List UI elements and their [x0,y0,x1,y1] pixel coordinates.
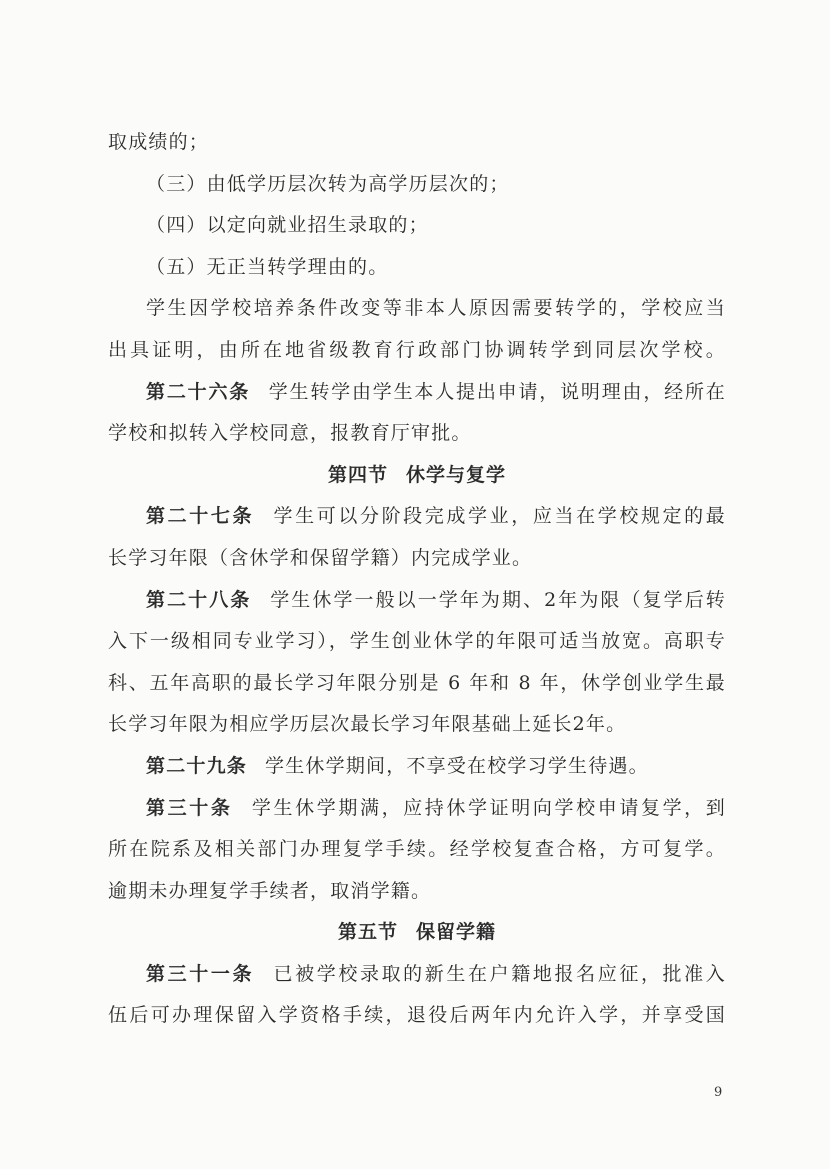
paragraph-line: 长学习年限（含休学和保留学籍）内完成学业。 [108,546,533,569]
article-line [108,788,726,830]
paragraph-line: 长学习年限为相应学历层次最长学习年限基础上延长2年。 [108,713,627,736]
section-heading [108,455,726,497]
article-label: 第三十一条 [146,962,255,985]
article-text: 学生转学由学生本人提出申请，说明理由，经所在 [268,380,726,403]
article-text: 学生休学期间，不享受在校学习学生待遇。 [265,754,649,777]
article-line [108,746,726,788]
list-item: （四）以定向就业招生录取的； [146,214,429,237]
article-label: 第三十条 [146,796,233,819]
paragraph-line: 出具证明，由所在地省级教育行政部门协调转学到同层次学校。 [108,338,726,361]
list-item: （五）无正当转学理由的。 [146,255,389,278]
article-label: 第二十九条 [146,754,248,777]
paragraph-line: 学校和拟转入学校同意，报教育厅审批。 [108,422,472,445]
page-number: 9 [714,1085,723,1100]
paragraph-line: 逾期未办理复学手续者，取消学籍。 [108,879,432,902]
article-line [108,954,726,996]
section-title: 休学与复学 [406,463,507,486]
article-label: 第二十八条 [146,588,252,611]
article-text: 学生休学期满，应持休学证明向学校申请复学，到 [250,796,726,819]
article-text: 已被学校录取的新生在户籍地报名应征，批准入 [272,962,726,985]
paragraph-line: 学生因学校培养条件改变等非本人原因需要转学的，学校应当 [146,297,726,320]
paragraph-line: 伍后可办理保留入学资格手续，退役后两年内允许入学，并享受国 [108,1004,726,1027]
list-item: （三）由低学历层次转为高学历层次的； [146,172,510,195]
text-line: 取成绩的； [108,131,210,153]
paragraph-line: 所在院系及相关部门办理复学手续。经学校复查合格，方可复学。 [108,838,726,861]
section-label: 第四节 [327,463,388,486]
article-text: 学生可以分阶段完成学业，应当在学校规定的最 [272,505,726,528]
article-line [108,372,726,414]
paragraph-line: 科、五年高职的最长学习年限分别是 6 年和 8 年，休学创业学生最 [108,671,726,694]
section-title: 保留学籍 [416,921,497,944]
section-label: 第五节 [337,921,398,944]
article-line [108,496,726,538]
section-heading [108,912,726,954]
article-label: 第二十六条 [146,380,251,403]
document-body [108,122,726,1037]
article-line [108,580,726,622]
article-text: 学生休学一般以一学年为期、2年为限（复学后转 [269,588,726,611]
paragraph-line: 入下一级相同专业学习），学生创业休学的年限可适当放宽。高职专 [108,630,726,653]
article-label: 第二十七条 [146,505,255,528]
